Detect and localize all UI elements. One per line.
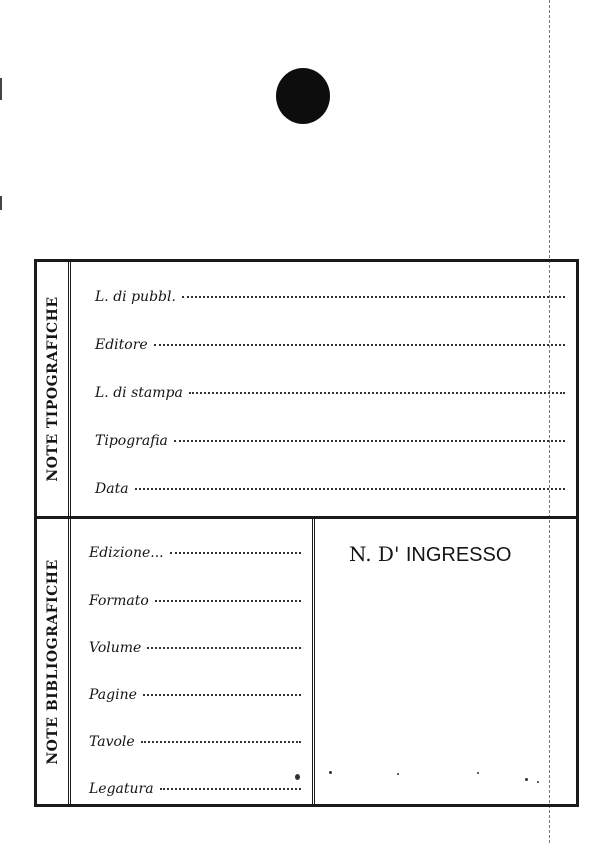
field-label: Formato xyxy=(89,593,149,609)
dotted-line xyxy=(143,694,301,696)
dotted-line xyxy=(135,488,565,490)
ink-speck xyxy=(295,774,300,780)
field-label: Legatura xyxy=(89,781,154,797)
field-label: L. di pubbl. xyxy=(95,289,176,305)
field-label: Edizione... xyxy=(89,545,164,561)
note-bibliografiche-band xyxy=(37,519,71,804)
field-luogo-pubblicazione xyxy=(95,289,565,309)
field-formato xyxy=(89,593,301,613)
ingresso-prefix: N. D' xyxy=(349,542,400,566)
field-editore xyxy=(95,337,565,357)
edge-mark xyxy=(0,78,2,100)
note-bibliografiche-label: NOTE BIBLIOGRAFICHE xyxy=(44,558,61,765)
field-luogo-stampa xyxy=(95,385,565,405)
column-divider xyxy=(312,519,315,804)
field-label: L. di stampa xyxy=(95,385,183,401)
dotted-line xyxy=(155,600,301,602)
dotted-line xyxy=(174,440,565,442)
catalog-card xyxy=(34,259,579,807)
field-label: Pagine xyxy=(89,687,137,703)
note-tipografiche-label: NOTE TIPOGRAFICHE xyxy=(44,296,61,482)
field-label: Volume xyxy=(89,640,142,656)
field-volume xyxy=(89,640,301,660)
punch-hole xyxy=(276,68,330,124)
ink-speck xyxy=(537,781,539,783)
section-divider xyxy=(37,516,576,519)
field-edizione xyxy=(89,545,301,565)
field-legatura xyxy=(89,781,301,801)
ink-speck xyxy=(477,772,479,774)
dotted-line xyxy=(147,647,301,649)
numero-ingresso-heading xyxy=(349,542,511,567)
field-label: Editore xyxy=(95,337,148,353)
ink-speck xyxy=(397,773,399,775)
note-tipografiche-band xyxy=(37,262,71,516)
ink-speck xyxy=(329,771,332,774)
edge-mark xyxy=(0,196,2,210)
ingresso-word: INGRESSO xyxy=(405,544,512,566)
field-pagine xyxy=(89,687,301,707)
dotted-line xyxy=(170,552,301,554)
field-tavole xyxy=(89,734,301,754)
field-data xyxy=(95,481,565,501)
dotted-line xyxy=(189,392,565,394)
ink-speck xyxy=(525,778,528,781)
dotted-line xyxy=(160,788,301,790)
field-label: Tipografia xyxy=(95,433,168,449)
dotted-line xyxy=(182,296,565,298)
dotted-line xyxy=(154,344,565,346)
field-label: Tavole xyxy=(89,734,135,750)
field-tipografia xyxy=(95,433,565,453)
field-label: Data xyxy=(95,481,129,497)
dotted-line xyxy=(141,741,301,743)
